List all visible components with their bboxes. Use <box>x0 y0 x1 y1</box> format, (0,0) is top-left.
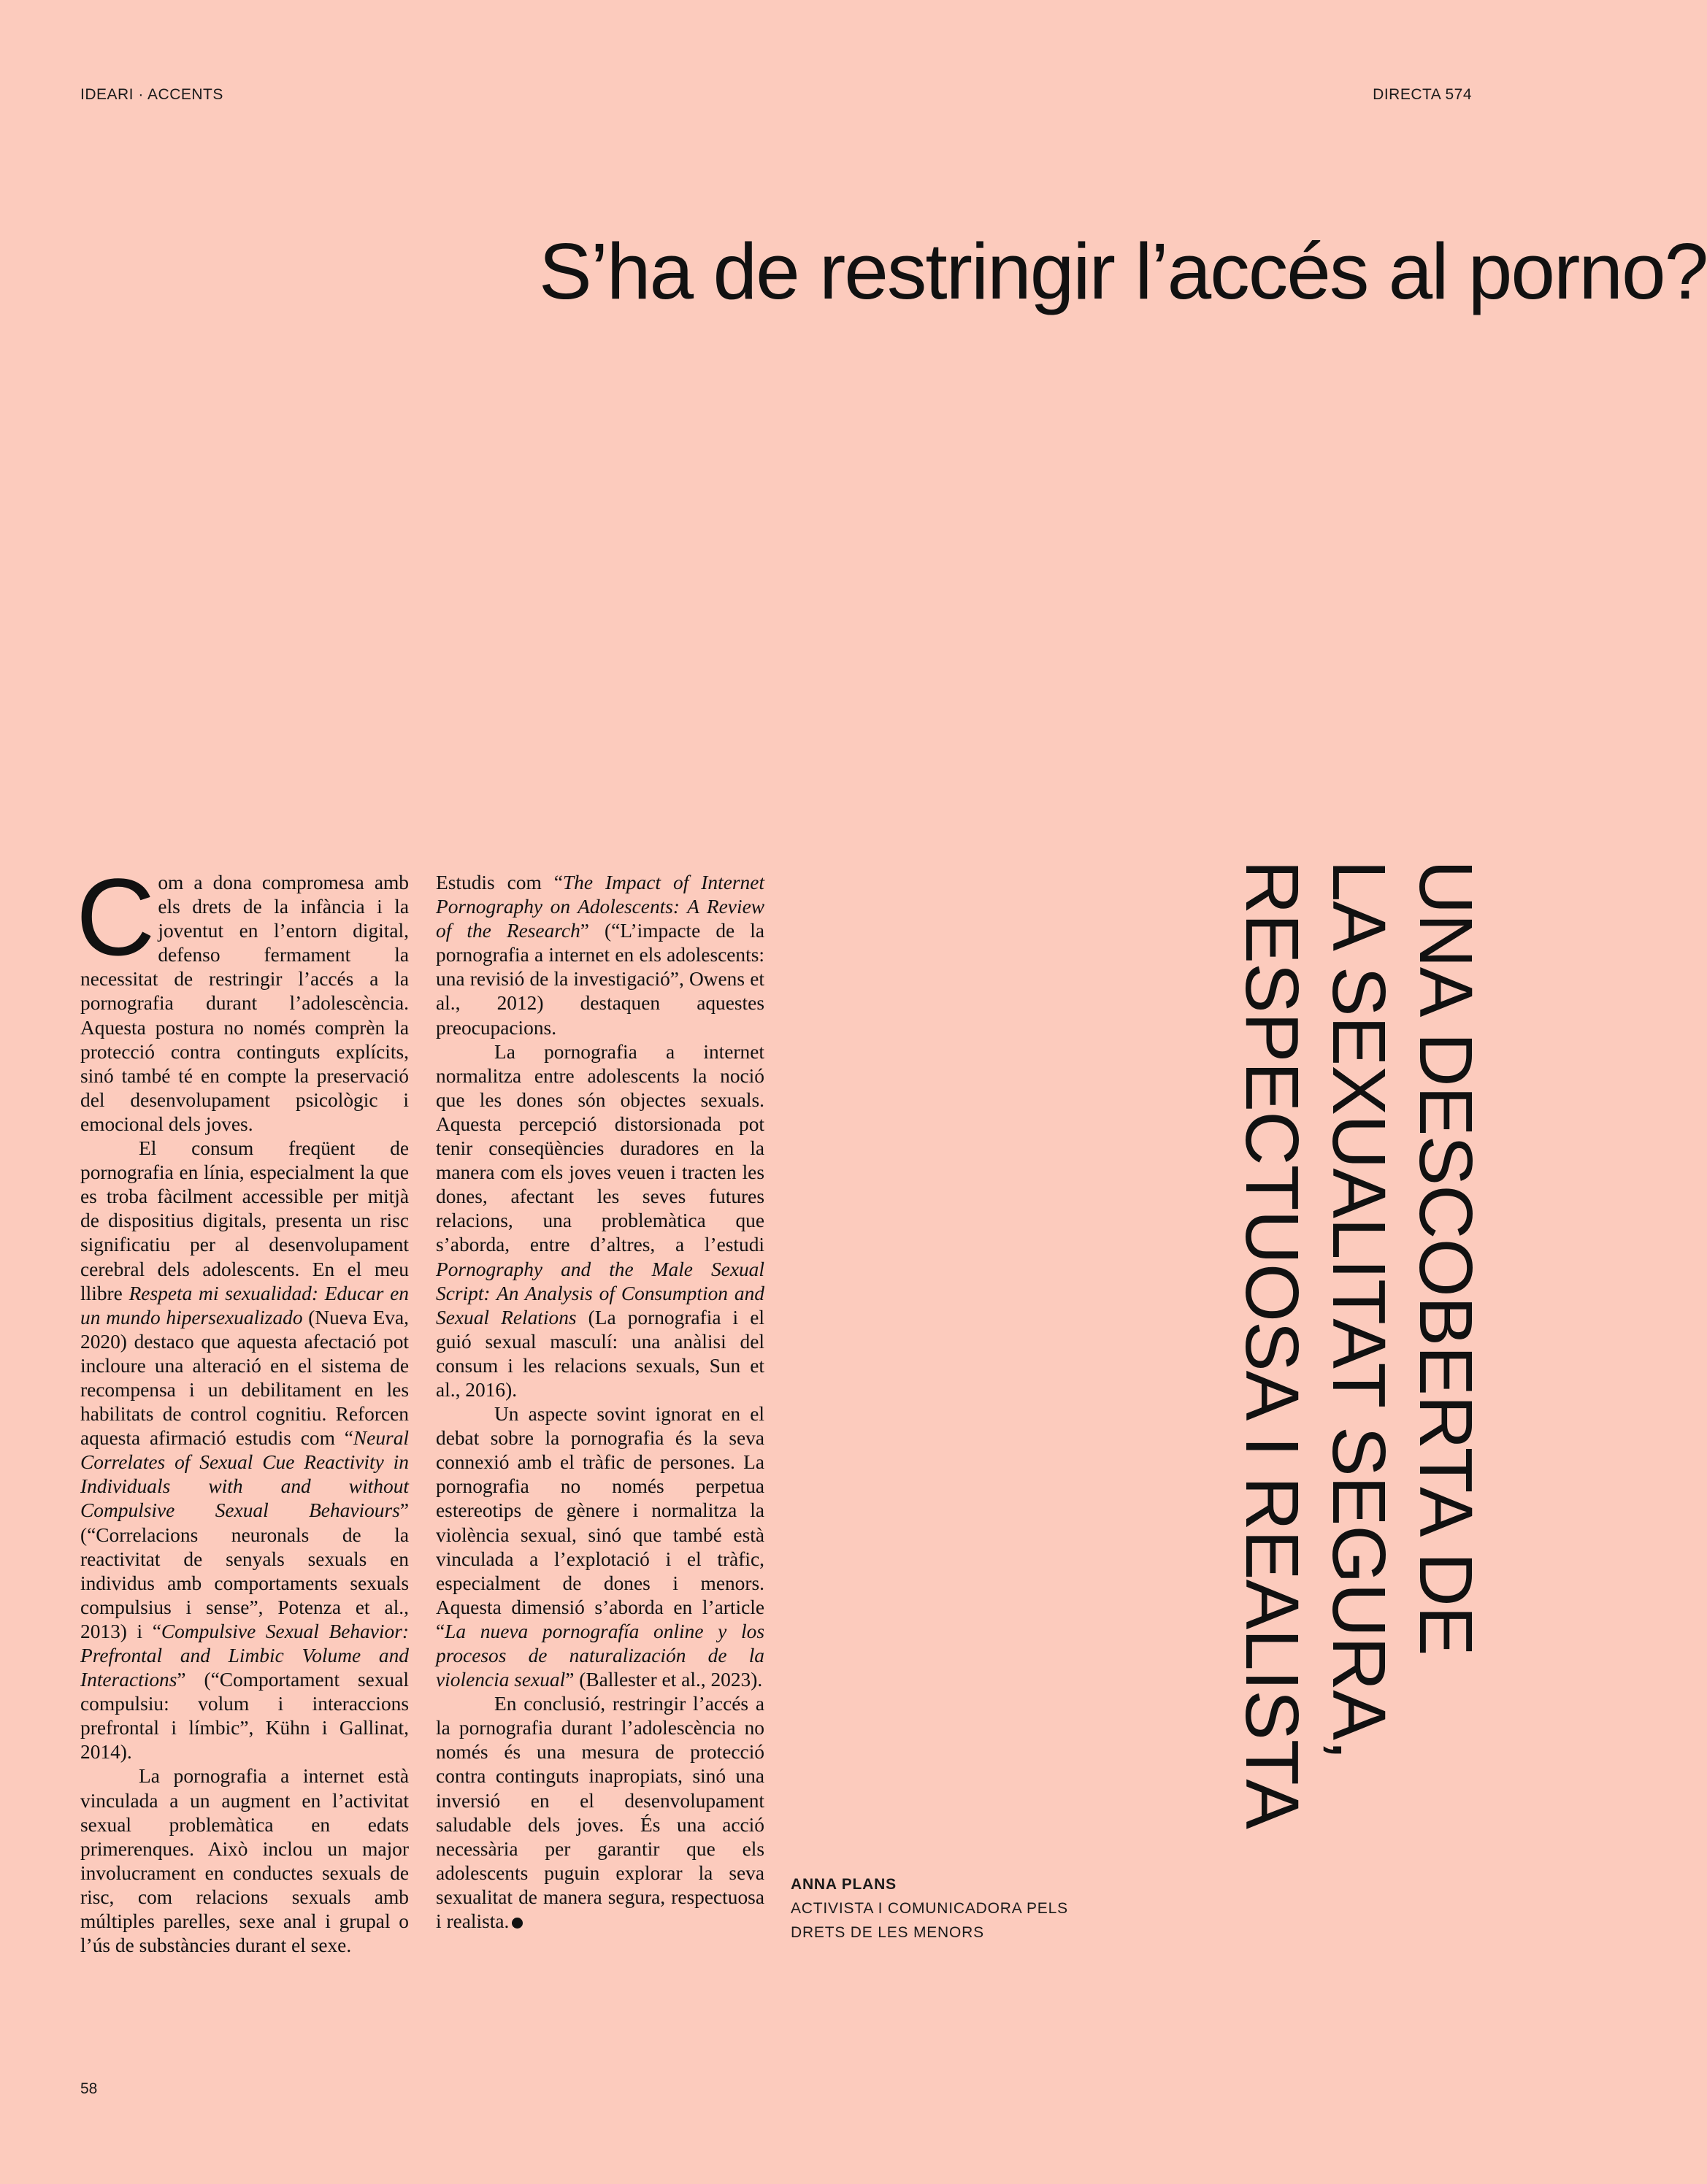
article-column-2 <box>436 871 764 1934</box>
end-mark-icon <box>512 1918 523 1929</box>
author-name: ANNA PLANS <box>791 1876 897 1893</box>
study-title: Pornography and the Male Sexual Script: An Analysis of Consumption and Sexual Relations <box>436 1258 764 1329</box>
paragraph-4: Estudis com “The Impact of Internet Pornography on Adolescents: A Review of the Research” (“L’impacte de la pornografia a internet en els adolescents: una revisió de la investigació”, Owens et al., 2012) destaquen aquestes preocupacions. <box>436 872 764 1039</box>
author-block <box>791 1873 1097 1945</box>
paragraph-6: Un aspecte sovint ignorat en el debat sobre la pornografia és la seva connexió amb el tràfic de persones. La pornografia no només perpetua estereotips de gènere i normalitza la violència sexual, sinó que també està vinculada a l’explotació i el tràfic, especialment de dones i menors. Aquesta dimensió s’aborda en l’article “La nueva pornografía online y los procesos de naturalización de la violencia sexual” (Ballester et al., 2023). <box>436 1403 764 1691</box>
pull-quote-line: UNA DESCOBERTA DE <box>1404 860 1488 1656</box>
study-title: The Impact of Internet Pornography on Adolescents: A Review of the Research <box>436 872 764 942</box>
issue-label: DIRECTA 574 <box>1373 86 1472 103</box>
drop-cap: C <box>76 855 156 978</box>
article-reference: La nueva pornografía online y los procesos de naturalización de la violencia sexual <box>436 1620 764 1691</box>
article-title: S’ha de restringir l’accés al porno? <box>539 227 1707 316</box>
study-title: Compulsive Sexual Behavior: Prefrontal and Limbic Volume and Interactions <box>80 1620 409 1691</box>
article-column-1 <box>76 855 410 1958</box>
pull-quote-line: RESPECTUOSA I REALISTA <box>1230 860 1314 1829</box>
pull-quote-line: LA SEXUALITAT SEGURA, <box>1317 860 1401 1760</box>
paragraph-2: El consum freqüent de pornografia en línia, especialment la que es troba fàcilment accessible per mitjà de dispositius digitals, presenta un risc significatiu per al desenvolupament cerebral dels adolescents. En el meu llibre Respeta mi sexualidad: Educar en un mundo hipersexualizado (Nueva Eva, 2020) destaco que aquesta afectació pot incloure una alteració en el sistema de recompensa i un debilitament en les habilitats de control cognitiu. Reforcen aquesta afirmació estudis com “Neural Correlates of Sexual Cue Reactivity in Individuals with and without Compulsive Sexual Behaviours” (“Correlacions neuronals de la reactivitat de senyals sexuals en individus amb comportaments sexuals compulsius i sense”, Potenza et al., 2013) i “Compulsive Sexual Behavior: Prefrontal and Limbic Volume and Interactions” (“Comportament sexual compulsiu: volum i interaccions prefrontal i límbic”, Kühn i Gallinat, 2014). <box>80 1137 410 1764</box>
page-number: 58 <box>80 2080 98 2097</box>
book-title: Respeta mi sexualidad: Educar en un mundo hipersexualizado <box>80 1282 410 1329</box>
paragraph-1: Com a dona compromesa amb els drets de la infància i la joventut en l’entorn digital, defenso fermament la necessitat de restringir l’accés a la pornografia durant l’adolescència. Aquesta postura no només comprèn la protecció contra continguts explícits, sinó també té en compte la preservació del desenvolupament psicològic i emocional dels joves. <box>76 855 409 1135</box>
paragraph-7: En conclusió, restringir l’accés a la pornografia durant l’adolescència no només és una mesura de protecció contra continguts inapropiats, sinó una inversió en el desenvolupament saludable dels joves. És una acció necessària per garantir que els adolescents puguin explorar la seva sexualitat de manera segura, respectuosa i realista. <box>436 1693 764 1933</box>
author-role: ACTIVISTA I COMUNICADORA PELS DRETS DE LES MENORS <box>791 1900 1068 1941</box>
paragraph-5: La pornografia a internet normalitza entre adolescents la noció que les dones són objectes sexuals. Aquesta percepció distorsionada pot tenir conseqüències duradores en la manera com els joves veuen i tracten les dones, afectant les seves futures relacions, una problemàtica que s’aborda, entre d’altres, a l’estudi Pornography and the Male Sexual Script: An Analysis of Consumption and Sexual Relations (La pornografia i el guió sexual masculí: una anàlisi del consum i les relacions sexuals, Sun et al., 2016). <box>436 1040 765 1401</box>
study-title: Neural Correlates of Sexual Cue Reactivity in Individuals with and without Compulsive Sexual Behaviours <box>80 1427 409 1522</box>
section-label: IDEARI · ACCENTS <box>80 86 223 103</box>
paragraph-3: La pornografia a internet està vinculada a un augment en l’activitat sexual problemàtica en edats primerenques. Això inclou un major involucrament en conductes sexuals de risc, com relacions sexuals amb múltiples parelles, sexe anal i grupal o l’ús de substàncies durant el sexe. <box>80 1765 409 1957</box>
pull-quote <box>1229 860 1489 1875</box>
